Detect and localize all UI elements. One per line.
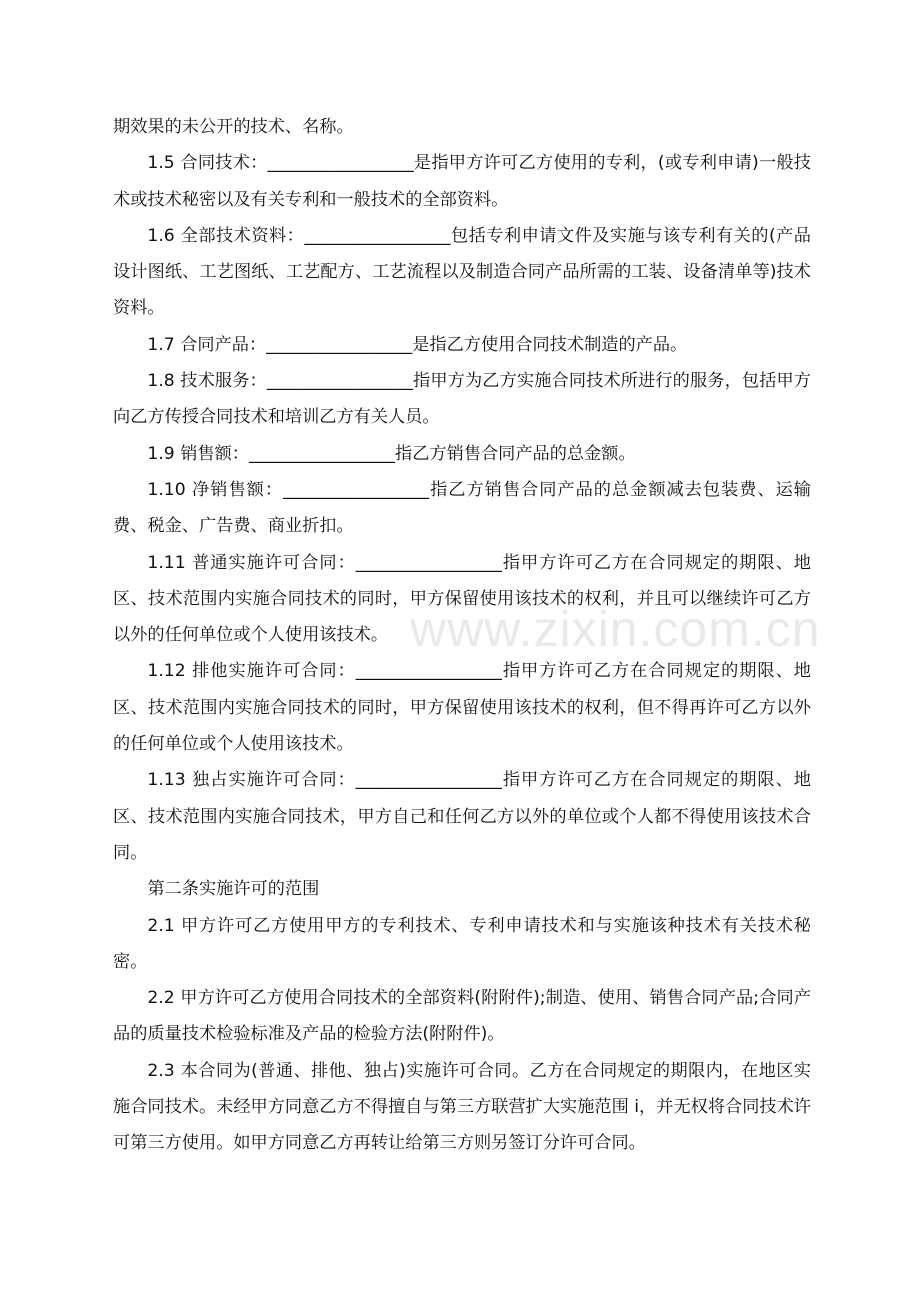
paragraph-1-9-sales-amount: 1.9 销售额：_________________指乙方销售合同产品的总金额。 <box>147 443 636 464</box>
paragraph-1-8-technical-service: 1.8 技术服务：_________________指甲方为乙方实施合同技术所进行的服务，包括甲方向乙方传授合同技术和培训乙方有关人员。 <box>113 371 811 428</box>
watermark: www.zixin.com.cn <box>410 601 821 657</box>
paragraph-1-13-sole-license: 1.13 独占实施许可合同：_________________指甲方许可乙方在合同规定的期限、地区、技术范围内实施合同技术，甲方自己和任何乙方以外的单位或个人都不得使用该技术合同。 <box>113 770 811 863</box>
paragraph-1-10-net-sales: 1.10 净销售额：_________________指乙方销售合同产品的总金额减去包装费、运输费、税金、广告费、商业折扣。 <box>113 479 811 537</box>
paragraph-continuation: 期效果的未公开的技术、名称。 <box>113 117 354 137</box>
document-body <box>113 109 811 1162</box>
heading-article-2: 第二条实施许可的范围 <box>147 879 320 900</box>
paragraph-1-5-contract-technology: 1.5 合同技术：_________________是指甲方许可乙方使用的专利，(或专利申请)一般技术或技术秘密以及有关专利和一般技术的全部资料。 <box>113 153 811 210</box>
paragraph-1-11-ordinary-license: 1.11 普通实施许可合同：_________________指甲方许可乙方在合同规定的期限、地区、技术范围内实施合同技术的同时，甲方保留使用该技术的权利，并且可以继续许可乙方以外的任何单位或个人使用该技术。 <box>113 552 811 646</box>
paragraph-2-1: 2.1 甲方许可乙方使用甲方的专利技术、专利申请技术和与实施该种技术有关技术秘密。 <box>113 915 811 972</box>
paragraph-2-2: 2.2 甲方许可乙方使用合同技术的全部资料(附附件);制造、使用、销售合同产品;合同产品的质量技术检验标准及产品的检验方法(附附件)。 <box>113 988 811 1045</box>
paragraph-2-3: 2.3 本合同为(普通、排他、独占)实施许可合同。乙方在合同规定的期限内，在地区实施合同技术。未经甲方同意乙方不得擅自与第三方联营扩大实施范围 i，并无权将合同技术许可第三方使用。如甲方同意乙方再转让给第三方则另签订分许可合同。 <box>113 1060 811 1154</box>
paragraph-1-12-exclusive-license: 1.12 排他实施许可合同：_________________指甲方许可乙方在合同规定的期限、地区、技术范围内实施合同技术的同时，甲方保留使用该技术的权利，但不得再许可乙方以外的任何单位或个人使用该技术。 <box>113 661 811 755</box>
paragraph-1-7-contract-product: 1.7 合同产品：_________________是指乙方使用合同技术制造的产品。 <box>147 334 688 355</box>
paragraph-1-6-all-technical-data: 1.6 全部技术资料：_________________包括专利申请文件及实施与该专利有关的(产品设计图纸、工艺图纸、工艺配方、工艺流程以及制造合同产品所需的工装、设备清单等)技术资料。 <box>113 225 811 319</box>
